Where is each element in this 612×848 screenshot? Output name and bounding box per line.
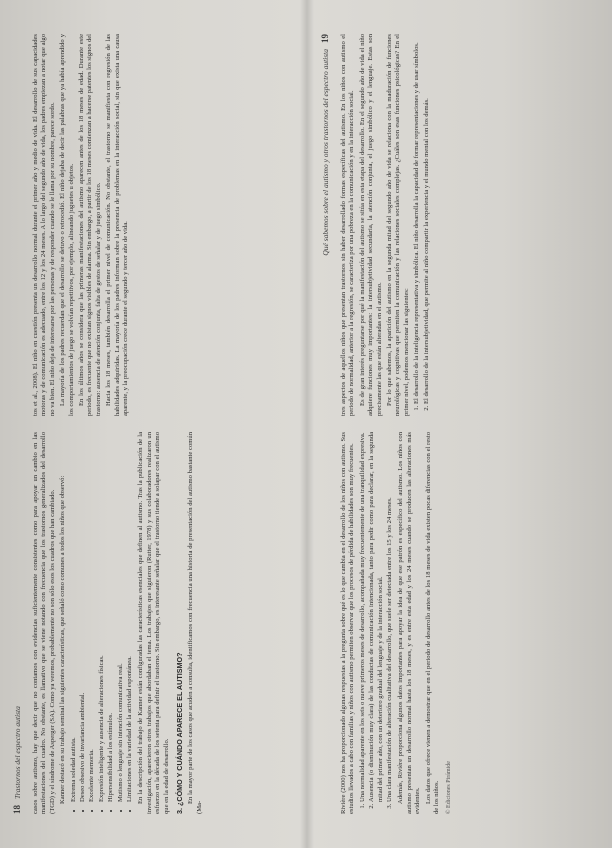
paragraph: Además, Rivière proporciona algunos datos importantes para apoyar la idea de que ese patrón es específico del autismo. Los niños con autismo presentan un desarrollo normal hasta los 18 meses, y es entre esta edad y los 24 meses cuando se producen las alteraciones más evidentes. [397,432,422,814]
list-item: • Hipersensibilidad a los estímulos. [107,432,115,802]
paragraph: En la mayor parte de los casos que acuden a consulta, identificamos con frecuencia una historia de presentación del autismo bastante común (Ma- [187,432,203,814]
list-item: • Extrema soledad autista. [70,432,78,802]
paragraph: En la descripción del trabajo de Kanner están configuradas las características esenciales que definen al autismo. Tras la publicación de la investigación, aparecieron otros trabajos que abordaban el tema. Los trabajos que siguieron (Rutter, 1978) y sus colaboradores realizaron un esfuerzo en la década de los setenta para definir el trastorno. Sin embargo, es interesante señalar que el trastorno tiende a solapar con el autismo que en la edad de desarrollo. [137,432,170,814]
running-head-text: Qué sabemos sobre el autismo y otros trastornos del espectro autista [321,49,330,256]
list-item: 1. El desarrollo de la inteligencia representativa y simbólica. El niño desarrolla la capacidad de formar representaciones y de usar símbolos. [413,34,421,404]
paragraph: Rivière (2000) nos ha proporcionado algunas respuestas a la pregunta sobre qué es lo que cambia en el desarrollo de los niños con autismo. Sus estudios llevados a cabo con familias y niños con autismo permiten observar que los procesos de pérdida de habilidades son muy frecuentes. [340,432,356,814]
page-number: 18 [12,805,22,814]
list-item: • Mutismo o lenguaje sin intención comunicativa real. [117,432,125,802]
list-item: • Expresión inteligente y ausencia de alteraciones físicas. [98,432,106,802]
paragraph: Por lo que sabemos, la aparición del autismo en la segunda mitad del segundo año de vida se relaciona con la maduración de funciones neurológicas y cognitivas que permiten la comunicación y las relaciones sociales complejas. ¿Cuáles son esas funciones psicológicas? En el primer nivel, podemos mencionar las siguientes: [386,34,410,416]
paragraph: Hacia los 18 meses, también desarrolla el primer nivel de comunicación. No obstante, el trastorno se manifiesta con regresión de las habilidades adquiridas. La mayoría de los padres informan sobre la presencia de problemas en la interacción social, sin que exista una causa aparente, y la preocupación crece durante el segundo y tercer año de vida. [105,34,130,416]
list-item: • Excelente memoria. [88,432,96,802]
paragraph: Los datos que ofrece vienen a demostrar que en el periodo de desarrollo antes de los 18 meses de vida existen pocas diferencias con el resto de los niños. [424,432,441,814]
list-item: 2. El desarrollo de la intersubjetividad, que permite al niño compartir la experiencia y el mundo mental con los demás. [423,34,431,404]
column-2 [340,34,602,416]
left-page [8,24,304,824]
text-columns [32,34,294,814]
list-item: 3. Una clara manifestación de alteración cualitativa del desarrollo, que suele ser detectada entre los 15 y los 24 meses. [386,432,394,802]
list-item: • Deseo obsesivo de invariancia ambiental. [79,432,87,802]
list-item: 2. Ausencia (o disminución muy clara) de las conductas de comunicación intencionada, tanto para pedir como para declarar, en la segunda mitad del primer año, con un deterioro gradual del lenguaje y de la interacción social. [368,432,385,802]
list-item: • Limitaciones en la variedad de la actividad espontánea. [126,432,134,802]
numbered-list [413,34,431,416]
page-number: 19 [320,34,330,43]
column-2 [32,34,294,416]
paragraph: En los últimos años se considera que las primeras manifestaciones del autismo aparecen antes de los 18 meses de edad. Durante este periodo, es frecuente que no existan signos visibles de alarma. Sin embargo, a partir de los 18 meses comienzan a hacerse patentes los signos del trastorno: ausencia de atención conjunta, falta de gestos de señalar y de juego simbólico. [78,34,102,416]
column-1 [32,432,294,814]
section-heading: 3. ¿CÓMO Y CUÁNDO APARECE EL AUTISMO? [175,652,185,814]
text-columns [340,34,602,814]
running-head-right [320,34,334,814]
running-head-left [12,34,26,814]
copyright-notice: © Ediciones Pirámide [446,761,453,814]
paragraph: La mayoría de los padres recuerdan que el desarrollo se detuvo o retrocedió. El niño dejaba de decir las palabras que ya había aprendido y los comportamientos de juego se volvían repetitivos, por ejemplo, alineando juguetes u objetos. [59,34,75,416]
running-head-text: Trastornos del espectro autista [13,706,22,799]
column-1 [340,432,602,814]
paragraph: Kanner destacó en su trabajo seminal las siguientes características, que señaló como comunes a todos los niños que observó: [59,475,67,804]
list-item: 1. Una normalidad aparente en los seis o nueve primeros meses de desarrollo, acompañada muy frecuentemente de una tranquilidad expresiva. [359,432,367,802]
paragraph: tos et al., 2008). El niño en cuestión presenta un desarrollo normal durante el primer año y medio de vida. El desarrollo de sus capacidades motoras y de comunicación es adecuado, entre los 12 y los 24 meses. A lo largo del segundo año de vida, los padres empiezan a notar que algo no va bien. El niño deja de interesarse por las personas y de responder cuando se le llama por su nombre, parece sordo. [32,34,56,416]
right-page [316,24,612,824]
paragraph: casos sobre autismo, hay que decir que no contamos con evidencias suficientemente consistentes como para apoyar un cambio en las manifestaciones del cuadro. No obstante, es llamativo que se viene notando con frecuencia que los trastornos generalizados del desarrollo (TGD) y el síndrome de Asperger (SA). Como ya veremos, probablemente no son sólo esos los cuadros que han cambiado. [32,432,56,814]
feature-list [70,432,135,814]
numbered-list [359,432,395,814]
paragraph: Es de gran interés preguntarse por qué la manifestación del autismo se sitúa en esta etapa del desarrollo. En el segundo año de vida el niño adquiere funciones muy importantes: la intersubjetividad secundaria, la atención conjunta, el juego simbólico y el lenguaje. Estas son precisamente las que están alteradas en el autismo. [358,34,383,416]
paragraph: tres aspectos de aquellos niños que presentan trastornos sin haber desarrollado formas específicas del autismo. En los niños con autismo el periodo de normalidad, anterior a la regresión, se caracteriza por una pobreza en la comunicación y en la interacción social. [340,34,356,416]
